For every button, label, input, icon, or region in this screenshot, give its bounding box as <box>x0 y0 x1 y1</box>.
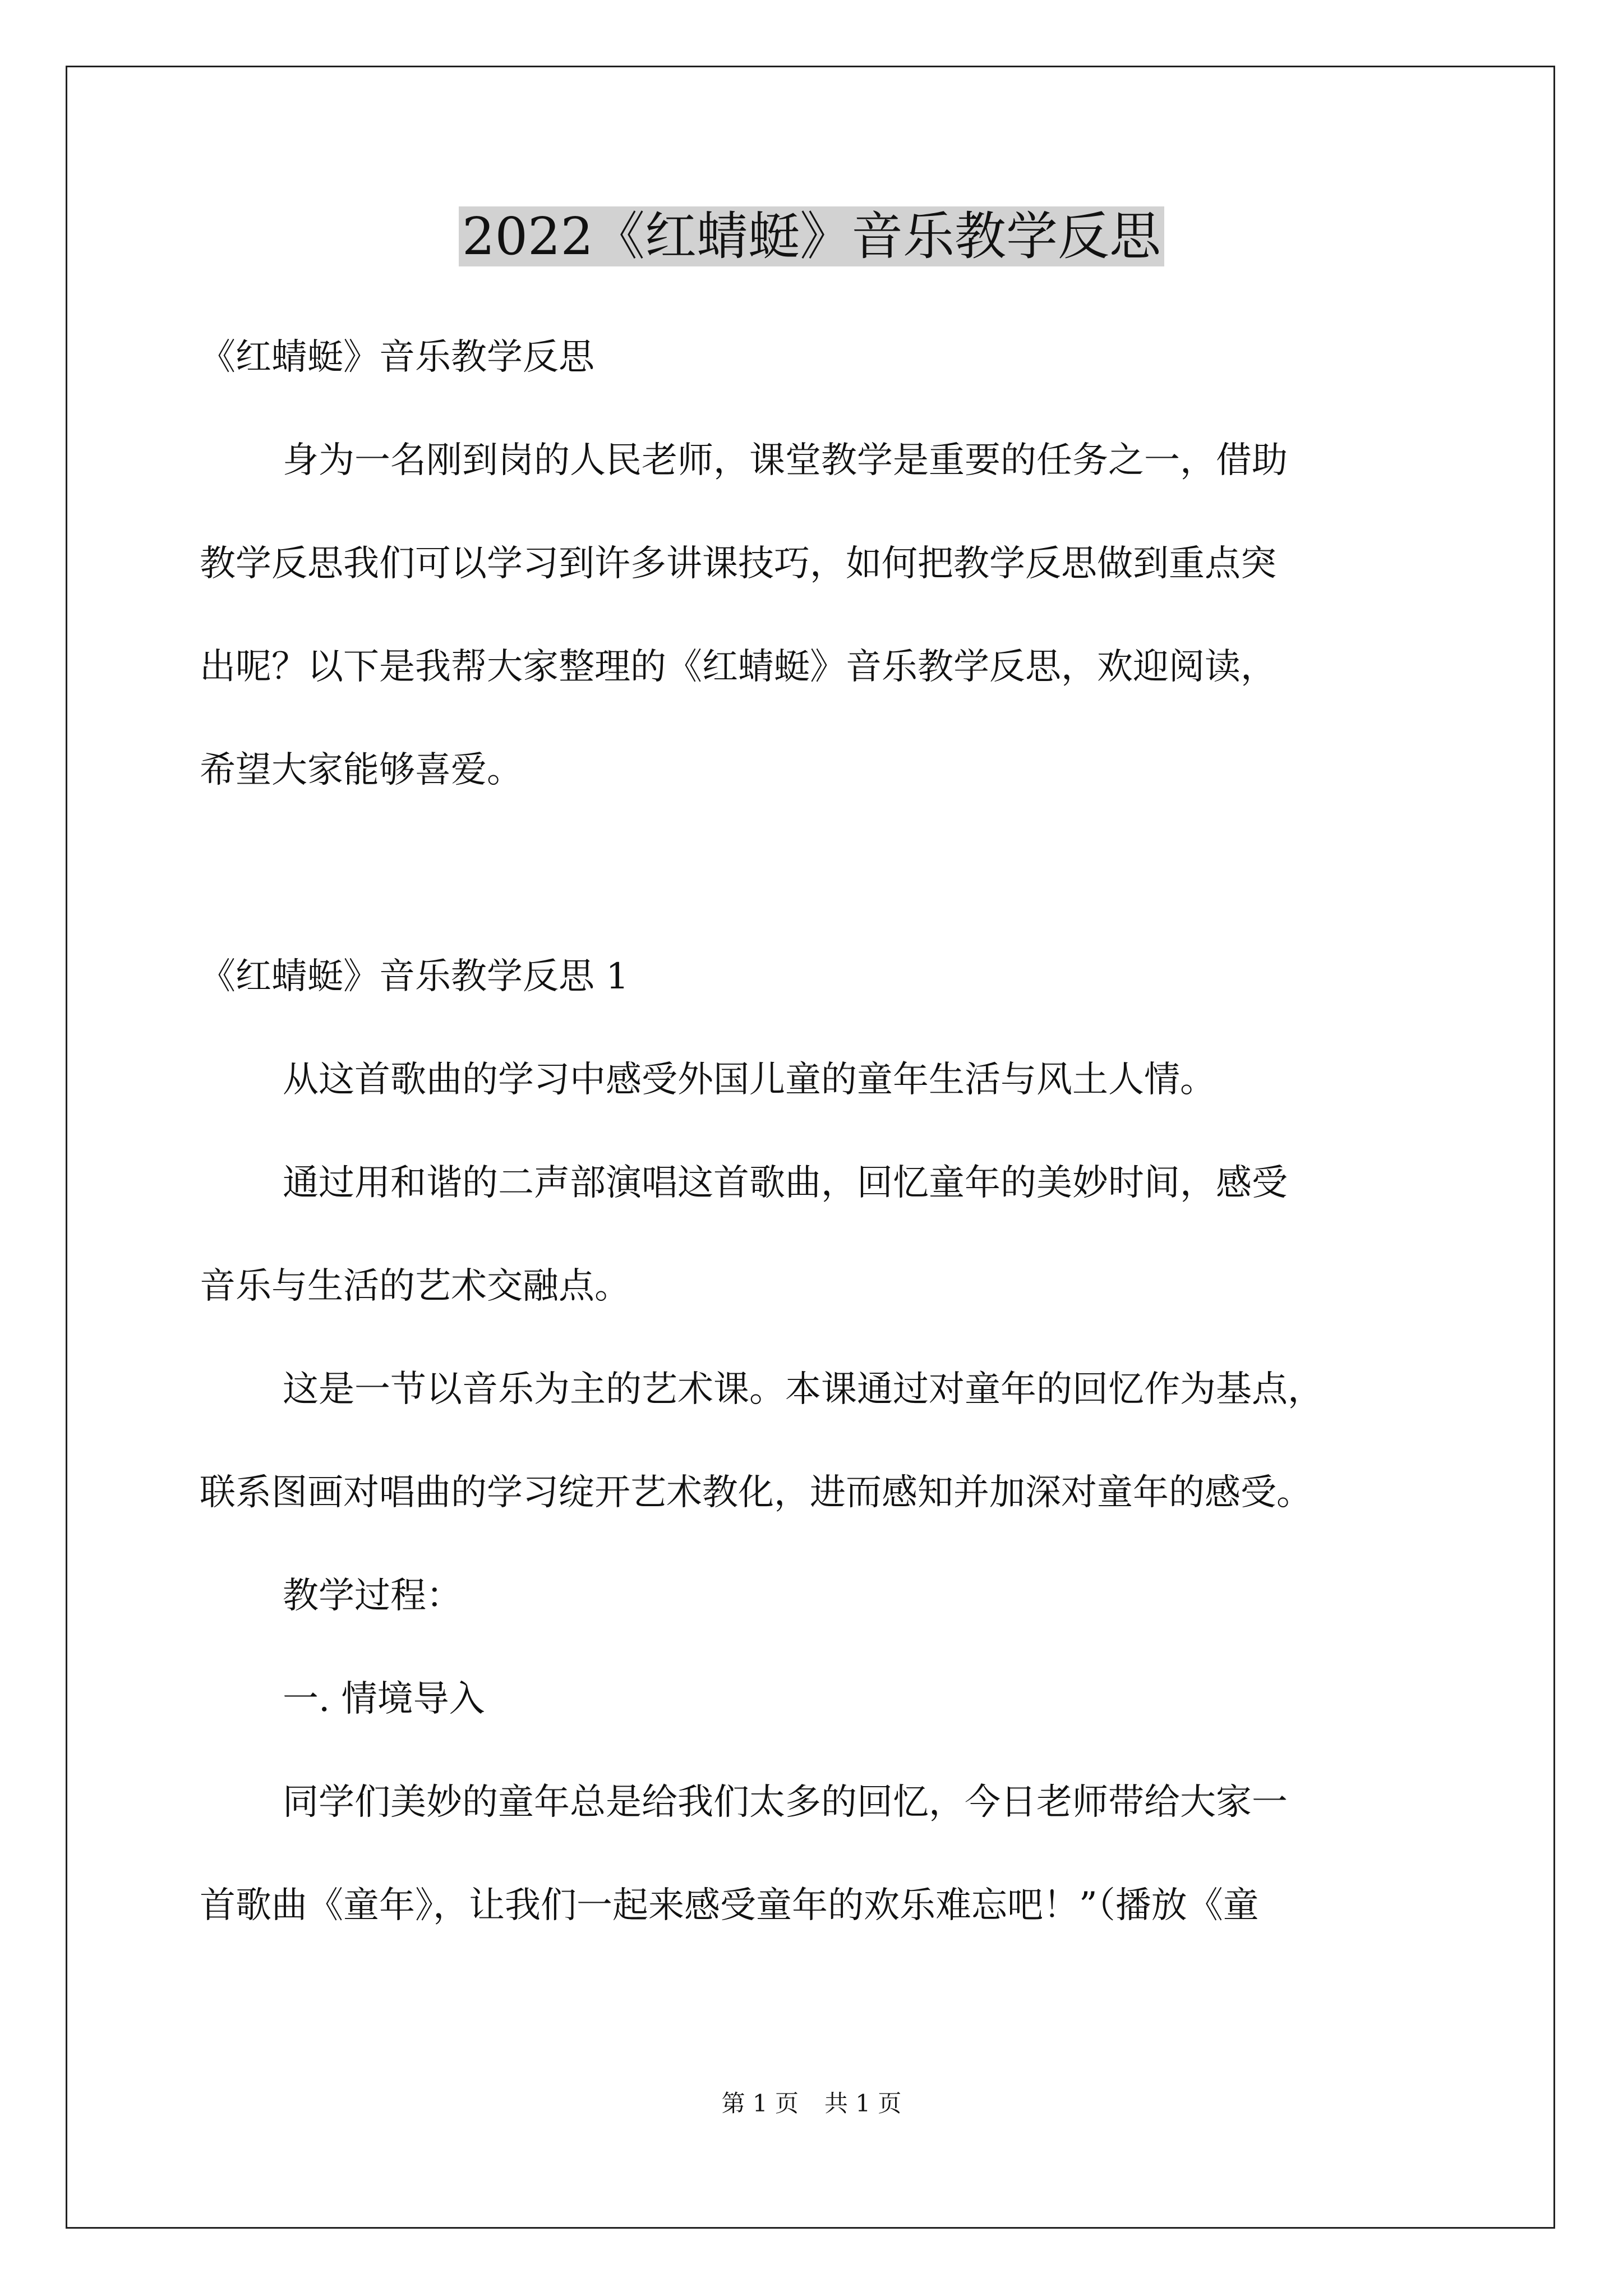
intro-line: 教学反思我们可以学习到许多讲课技巧，如何把教学反思做到重点突 <box>200 543 1276 585</box>
intro-line: 出呢？以下是我帮大家整理的《红蜻蜓》音乐教学反思，欢迎阅读， <box>200 646 1276 688</box>
paragraph-spacer <box>200 822 1484 925</box>
intro-line: 身为一名刚到岗的人民老师，课堂教学是重要的任务之一，借助 <box>283 440 1288 481</box>
intro-line: 希望大家能够喜爱。 <box>200 749 523 791</box>
paragraph-line: 联系图画对唱曲的学习绽开艺术教化，进而感知并加深对童年的感受。 <box>200 1472 1312 1513</box>
paragraph-line: 这是一节以音乐为主的艺术课。本课通过对童年的回忆作为基点， <box>283 1369 1324 1410</box>
document-body <box>200 306 1484 1957</box>
document-title <box>0 197 1623 276</box>
page-number: 第 1 页 <box>721 2090 799 2117</box>
section-heading: 《红蜻蜓》音乐教学反思 1 <box>200 956 629 997</box>
paragraph-line: 从这首歌曲的学习中感受外国儿童的童年生活与风土人情。 <box>283 1059 1216 1101</box>
subtitle: 《红蜻蜓》音乐教学反思 <box>200 337 594 378</box>
page-total: 共 1 页 <box>824 2090 902 2117</box>
paragraph-line: 首歌曲《童年》，让我们一起来感受童年的欢乐难忘吧！”（播放《童 <box>200 1885 1259 1926</box>
page-footer <box>0 2087 1623 2120</box>
paragraph-line: 教学过程： <box>283 1575 462 1617</box>
paragraph-line: 音乐与生活的艺术交融点。 <box>200 1266 630 1307</box>
paragraph-line: 通过用和谐的二声部演唱这首歌曲，回忆童年的美妙时间，感受 <box>283 1162 1288 1204</box>
paragraph-line: 一. 情境导入 <box>283 1678 485 1720</box>
paragraph-line: 同学们美妙的童年总是给我们太多的回忆，今日老师带给大家一 <box>283 1782 1288 1823</box>
document-title-text: 2022《红蜻蜓》音乐教学反思 <box>459 206 1164 266</box>
